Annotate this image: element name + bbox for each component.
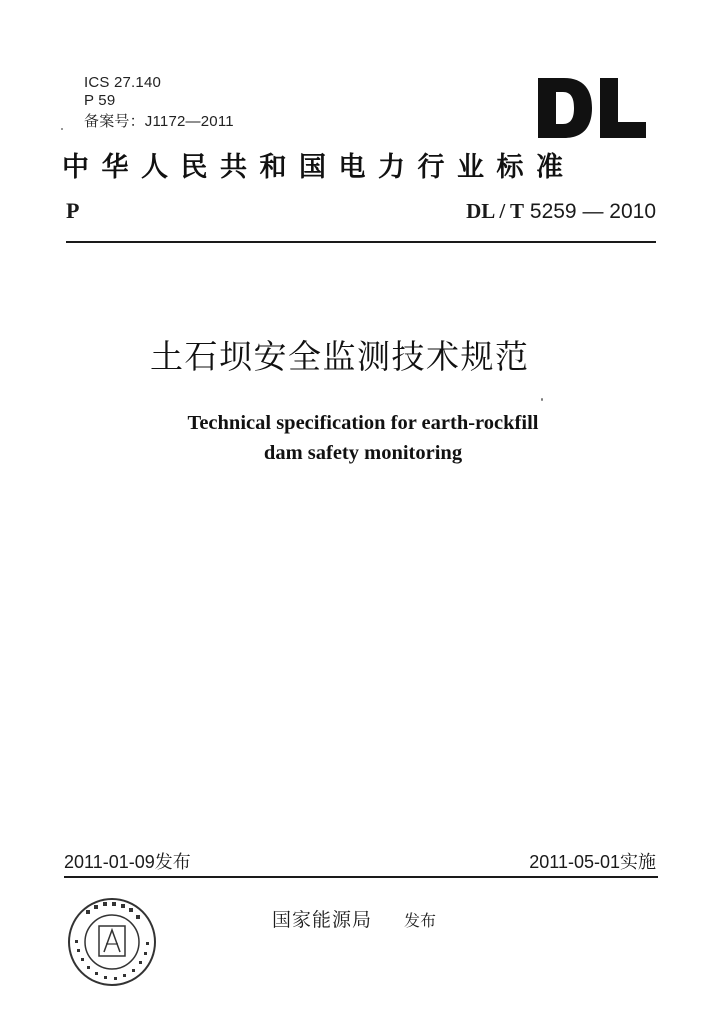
english-title-line-2: dam safety monitoring: [263, 442, 463, 464]
header-rule: [66, 241, 656, 243]
footer-rule: [64, 876, 658, 878]
effective-date: 2011-05-01实施: [529, 852, 656, 872]
english-title: [140, 408, 586, 468]
standard-number-value: 5259 — 2010: [529, 200, 656, 223]
classification-code: P 59: [84, 92, 116, 109]
publisher-seal-icon: [66, 896, 158, 988]
standard-number: [420, 198, 656, 225]
publish-date: 2011-01-09发布: [64, 852, 191, 872]
chinese-title: 土石坝安全监测技术规范: [150, 337, 530, 376]
standard-number-prefix: DL / T: [466, 199, 525, 223]
class-code: P: [66, 198, 80, 223]
issuing-authority: 国家能源局: [272, 909, 373, 931]
dl-logo: [536, 76, 648, 140]
issue-label: 发布: [404, 911, 437, 930]
standard-category-title: 中华人民共和国电力行业标准: [62, 152, 576, 183]
record-number: 备案号：J1172—2011: [84, 113, 234, 130]
scan-speck: [541, 398, 543, 401]
english-title-line-1: Technical specification for earth-rockfill: [187, 412, 539, 434]
ics-code: ICS 27.140: [84, 74, 162, 91]
scan-speck: [61, 128, 63, 130]
